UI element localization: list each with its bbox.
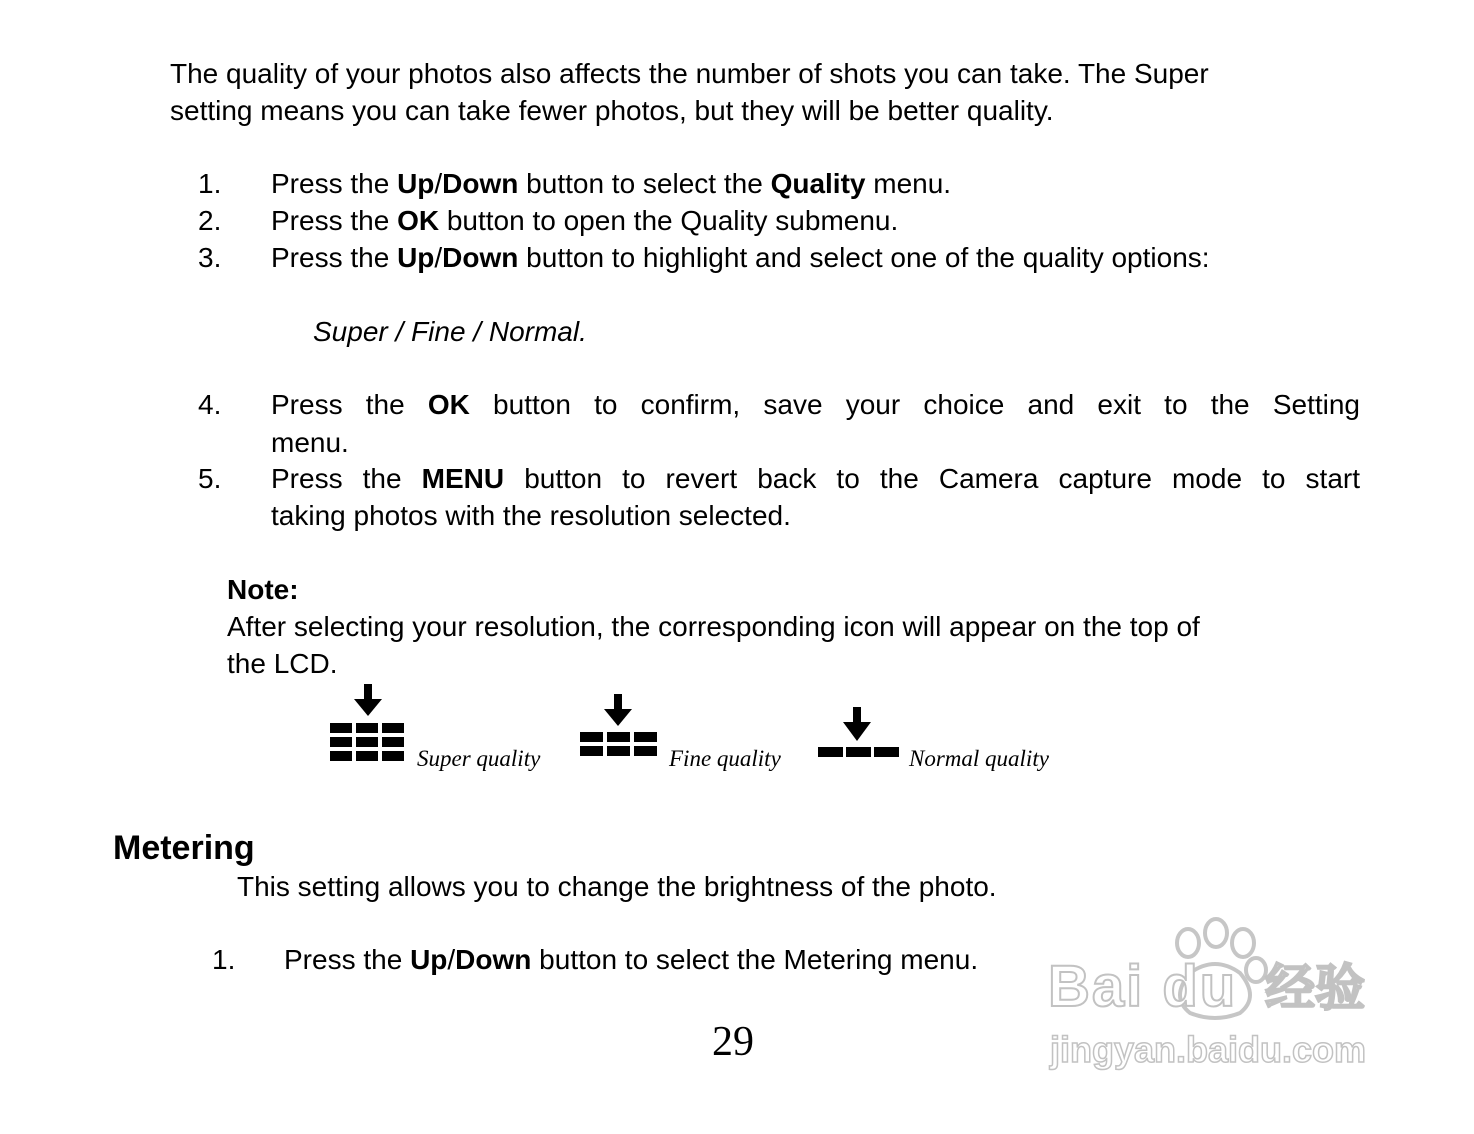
ok-button-ref: OK: [427, 389, 470, 420]
normal-quality-icon: [816, 707, 900, 761]
super-quality-label: Super quality: [417, 746, 541, 771]
ok-button-ref: OK: [397, 205, 440, 236]
quality-options: Super / Fine / Normal.: [313, 316, 587, 347]
step-5-number: 5.: [198, 463, 222, 494]
up-button-ref: Up: [397, 242, 435, 273]
fine-quality-icon: [578, 694, 658, 760]
step-4-text-line-1: Press the OK button to confirm, save your choice and exit to the Setting: [271, 389, 1360, 420]
baidu-brand-text: Bai du: [1048, 954, 1238, 1019]
step-5-text-line-1: Press the MENU button to revert back to the Camera capture mode to start: [271, 463, 1360, 494]
step-3-number: 3.: [198, 242, 222, 273]
intro-line-1: The quality of your photos also affects the number of shots you can take. The Super: [170, 58, 1209, 89]
note-title: Note:: [227, 574, 299, 605]
normal-quality-label: Normal quality: [909, 746, 1049, 771]
step-1-text: Press the Up/Down button to select the Quality menu.: [271, 168, 952, 199]
intro-line-2: setting means you can take fewer photos, but they will be better quality.: [170, 95, 1054, 126]
metering-step-1-text: Press the Up/Down button to select the Metering menu.: [284, 944, 979, 975]
up-button-ref: Up: [410, 944, 448, 975]
up-button-ref: Up: [397, 168, 435, 199]
metering-description: This setting allows you to change the brightness of the photo.: [237, 871, 997, 902]
step-4-number: 4.: [198, 389, 222, 420]
baidu-url-text: jingyan.baidu.com: [1050, 1029, 1367, 1070]
baidu-watermark: [1040, 915, 1390, 1080]
page-number: 29: [712, 1019, 754, 1065]
menu-button-ref: MENU: [421, 463, 505, 494]
step-1-number: 1.: [198, 168, 222, 199]
super-quality-icon: [328, 684, 406, 766]
down-button-ref: Down: [442, 242, 519, 273]
step-5-text-line-2: taking photos with the resolution selected.: [271, 500, 791, 531]
metering-heading: Metering: [113, 829, 255, 867]
fine-quality-label: Fine quality: [669, 746, 781, 771]
note-line-1: After selecting your resolution, the corresponding icon will appear on the top of: [227, 611, 1200, 642]
quality-menu-ref: Quality: [770, 168, 866, 199]
down-button-ref: Down: [442, 168, 519, 199]
step-4-text-line-2: menu.: [271, 427, 349, 458]
down-button-ref: Down: [455, 944, 532, 975]
baidu-jingyan-text: 经验: [1265, 959, 1365, 1017]
note-line-2: the LCD.: [227, 648, 338, 679]
metering-step-1-number: 1.: [212, 944, 236, 975]
step-3-text: Press the Up/Down button to highlight and select one of the quality options:: [271, 242, 1210, 273]
step-2-number: 2.: [198, 205, 222, 236]
step-2-text: Press the OK button to open the Quality submenu.: [271, 205, 899, 236]
